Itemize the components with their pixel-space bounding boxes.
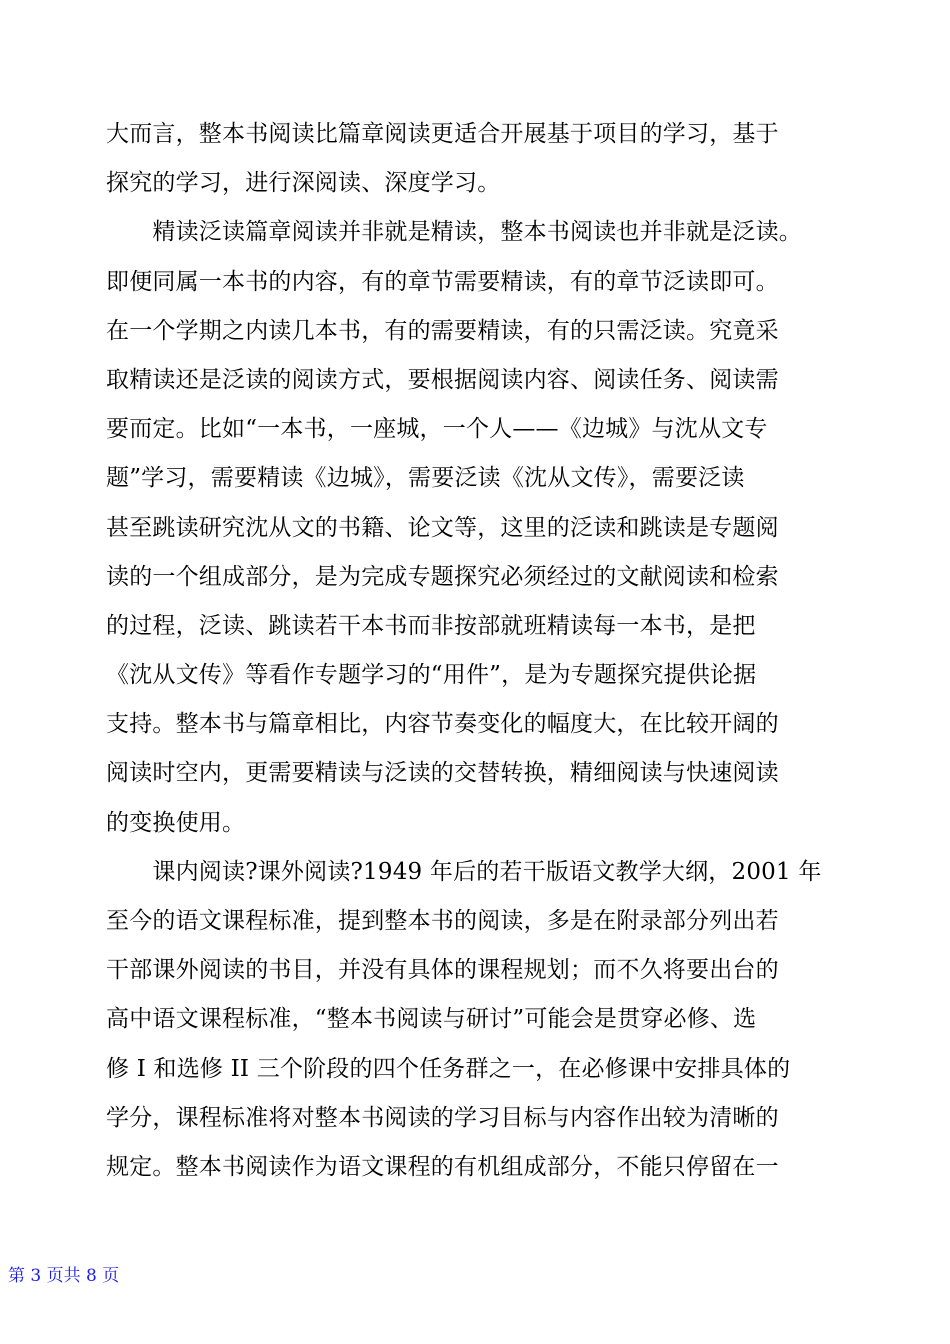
text-line: 学分，课程标准将对整本书阅读的学习目标与内容作出较为清晰的 <box>106 1104 779 1131</box>
text-line: 即便同属一本书的内容，有的章节需要精读，有的章节泛读即可。 <box>106 268 779 295</box>
text-line: 规定。整本书阅读作为语文课程的有机组成部分，不能只停留在一 <box>106 1153 779 1180</box>
text-line: 课内阅读?课外阅读?1949 年后的若干版语文教学大纲，2001 年 <box>106 858 822 885</box>
document-body <box>106 110 846 1192</box>
text-line: 读的一个组成部分，是为完成专题探究必须经过的文献阅读和检索 <box>106 563 779 590</box>
text-line: 的变换使用。 <box>106 809 246 836</box>
text-line: 的过程，泛读、跳读若干本书而非按部就班精读每一本书，是把 <box>106 612 756 639</box>
text-line: 在一个学期之内读几本书，有的需要精读，有的只需泛读。究竟采 <box>106 317 779 344</box>
text-line: 支持。整本书与篇章相比，内容节奏变化的幅度大，在比较开阔的 <box>106 711 779 738</box>
text-line: 精读泛读篇章阅读并非就是精读，整本书阅读也并非就是泛读。 <box>106 219 802 246</box>
text-line: 题”学习，需要精读《边城》，需要泛读《沈从文传》，需要泛读 <box>106 465 745 492</box>
text-line: 要而定。比如“一本书，一座城，一个人——《边城》与沈从文专 <box>106 416 768 443</box>
text-line: 甚至跳读研究沈从文的书籍、论文等，这里的泛读和跳读是专题阅 <box>106 514 779 541</box>
text-line: 《沈从文传》等看作专题学习的“用件”，是为专题探究提供论据 <box>106 662 757 689</box>
text-line: 修 I 和选修 II 三个阶段的四个任务群之一，在必修课中安排具体的 <box>106 1055 791 1082</box>
text-line: 高中语文课程标准，“整本书阅读与研讨”可能会是贯穿必修、选 <box>106 1006 757 1033</box>
text-line: 干部课外阅读的书目，并没有具体的课程规划；而不久将要出台的 <box>106 957 779 984</box>
text-line: 探究的学习，进行深阅读、深度学习。 <box>106 170 501 197</box>
page-number-footer: 第 3 页共 8 页 <box>8 1266 120 1286</box>
text-line: 阅读时空内，更需要精读与泛读的交替转换，精细阅读与快速阅读 <box>106 760 779 787</box>
text-line: 至今的语文课程标准，提到整本书的阅读，多是在附录部分列出若 <box>106 908 779 934</box>
text-line: 取精读还是泛读的阅读方式，要根据阅读内容、阅读任务、阅读需 <box>106 366 779 393</box>
text-line: 大而言，整本书阅读比篇章阅读更适合开展基于项目的学习，基于 <box>106 121 779 147</box>
